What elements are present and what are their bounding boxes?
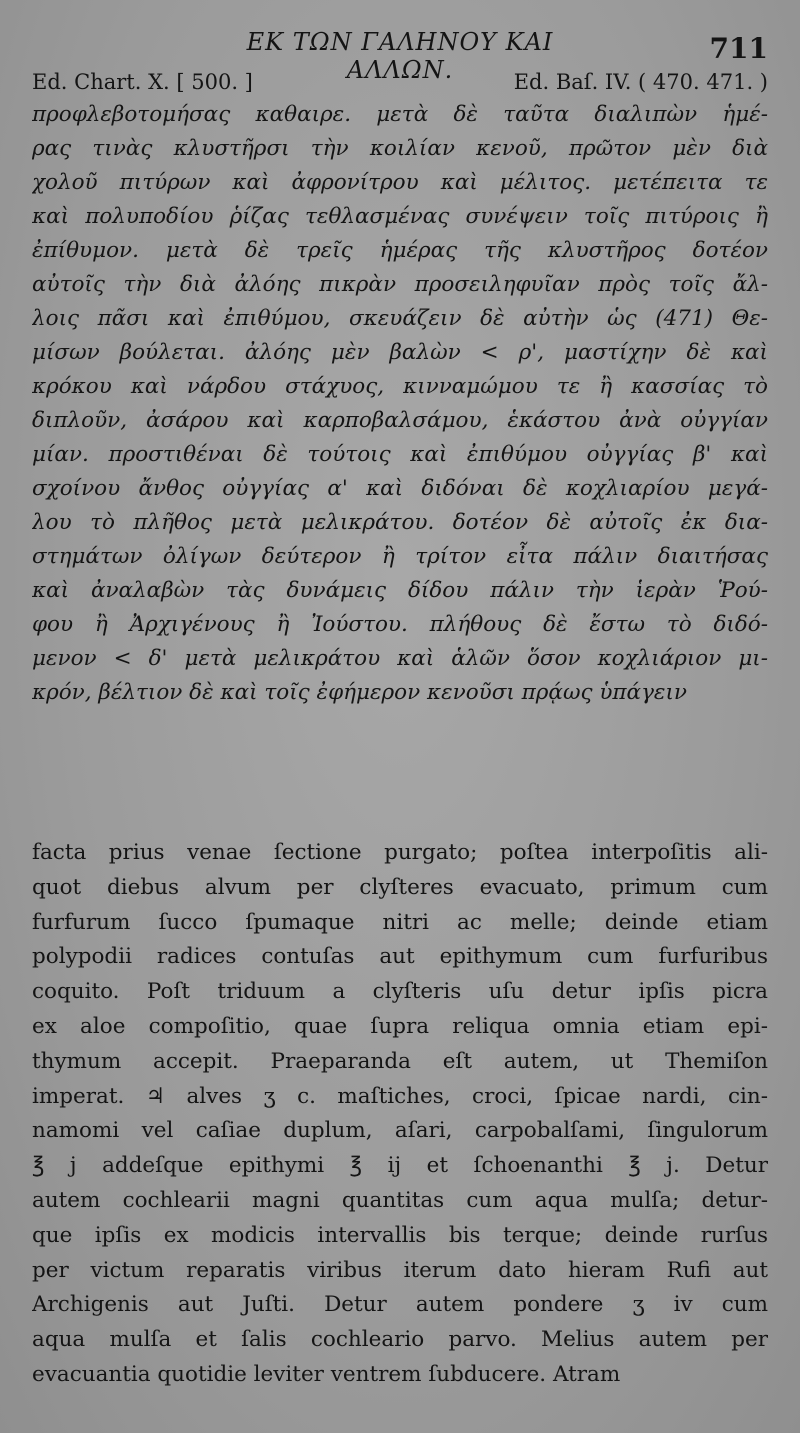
greek-text-line: λοις πᾶσι καὶ ἐπιθύμου, σκευάζειν δὲ αὐτὴν ὡς (471) Θε- [32,306,768,331]
greek-text-line: ἐπίθυμον. μετὰ δὲ τρεῖς ἡμέρας τῆς κλυστῆρος δοτέον [32,238,768,263]
latin-text-line: Archigenis aut Juſti. Detur autem pondere ʒ iv cum [32,1292,768,1318]
latin-text-line: coquito. Poſt triduum a clyſteris uſu detur ipſis picra [32,979,768,1005]
greek-text-line: διπλοῦν, ἀσάρου καὶ καρποβαλσάμου, ἑκάστου ἀνὰ οὐγγίαν [32,408,768,433]
latin-text-line: evacuantia quotidie leviter ventrem ſubducere. Atram [32,1361,621,1387]
latin-text-line: ℥ j addeſque epithymi ℥ ij et ſchoenanthi ℥ j. Detur [32,1153,768,1179]
edition-chartier: Ed. Chart. X. [ 500. ] [32,70,253,94]
latin-text-line: thymum accepit. Praeparanda eſt autem, ut Themiſon [32,1048,768,1074]
greek-text-line: μενον < δ' μετὰ μελικράτου καὶ ἁλῶν ὅσον κοχλιάριον μι- [32,646,768,671]
latin-text-line: autem cochlearii magni quantitas cum aqua mulſa; detur- [32,1187,768,1213]
greek-text-line: προφλεβοτομήσας καθαιρε. μετὰ δὲ ταῦτα διαλιπὼν ἡμέ- [32,102,768,127]
latin-text-line: imperat. ♃ alves ʒ c. maſtiches, croci, ſpicae nardi, cin- [32,1083,768,1109]
greek-text-block [32,98,768,710]
latin-text-line: facta prius venae ſectione purgato; poſtea interpoſitis ali- [32,840,768,865]
greek-text-line: λου τὸ πλῆθος μετὰ μελικράτου. δοτέον δὲ αὐτοῖς ἐκ δια- [32,510,768,535]
edition-reference-line [32,70,768,98]
latin-text-block [32,836,768,1393]
greek-text-line: στημάτων ὀλίγων δεύτερον ἢ τρίτον εἶτα πάλιν διαιτήσας [32,544,768,569]
page-number: 711 [709,32,768,65]
greek-text-line: κρόκου καὶ νάρδου στάχυος, κινναμώμου τε ἢ κασσίας τὸ [32,374,768,399]
greek-text-line: καὶ πολυποδίου ῥίζας τεθλασμένας συνέψειν τοῖς πιτύροις ἢ [32,204,768,229]
latin-text-line: que ipſis ex modicis intervallis bis terque; deinde rurſus [32,1222,768,1248]
edition-basel: Ed. Baſ. IV. ( 470. 471. ) [513,70,768,94]
latin-text-line: quot diebus alvum per clyſteres evacuato, primum cum [32,874,768,900]
page-title: ΕΚ ΤΩΝ ΓΑΛΗΝΟΥ ΚΑΙ ΑΛΛΩΝ. [246,28,554,84]
greek-text-line: χολοῦ πιτύρων καὶ ἀφρονίτρου καὶ μέλιτος. μετέπειτα τε [32,170,768,195]
greek-text-line: ρας τινὰς κλυστῆρσι τὴν κοιλίαν κενοῦ, πρῶτον μὲν διὰ [32,136,768,161]
latin-text-line: furfurum ſucco ſpumaque nitri ac melle; deinde etiam [32,909,768,935]
latin-text-line: namomi vel caſiae duplum, aſari, carpobalſami, ſingulorum [32,1118,768,1144]
latin-text-line: polypodii radices contuſas aut epithymum cum furfuribus [32,944,768,970]
greek-text-line: καὶ ἀναλαβὼν τὰς δυνάμεις δίδου πάλιν τὴν ἱερὰν Ῥού- [32,578,768,603]
greek-text-line: σχοίνου ἄνθος οὐγγίας α' καὶ διδόναι δὲ κοχλιαρίου μεγά- [32,476,768,501]
latin-text-line: aqua mulſa et ſalis cochleario parvo. Melius autem per [32,1327,768,1353]
greek-text-line: αὐτοῖς τὴν διὰ ἀλόης πικρὰν προσειληφυῖαν πρὸς τοῖς ἄλ- [32,272,768,297]
greek-text-line: κρόν, βέλτιον δὲ καὶ τοῖς ἐφήμερον κενοῦσι πρᾴως ὑπάγειν [32,680,687,705]
greek-text-line: μίσων βούλεται. ἀλόης μὲν βαλὼν < ρ', μαστίχην δὲ καὶ [32,340,768,365]
greek-text-line: μίαν. προστιθέναι δὲ τούτοις καὶ ἐπιθύμου οὐγγίας β' καὶ [32,442,768,467]
latin-text-line: per victum reparatis viribus iterum dato hieram Rufi aut [32,1257,768,1283]
latin-text-line: ex aloe compoſitio, quae ſupra reliqua omnia etiam epi- [32,1013,768,1039]
greek-text-line: φου ἢ Ἀρχιγένους ἢ Ἰούστου. πλήθους δὲ ἔστω τὸ διδό- [32,612,768,637]
